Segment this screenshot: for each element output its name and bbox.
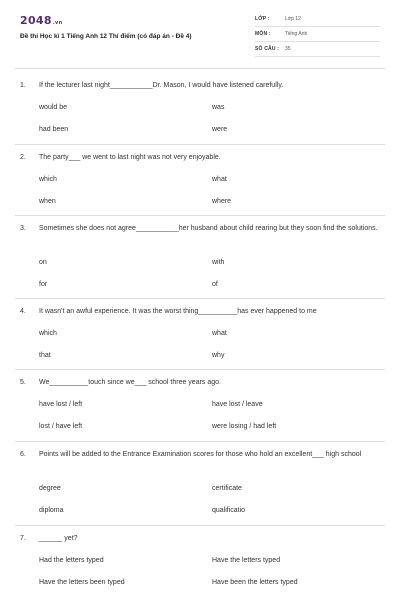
option-d[interactable]: qualificatio: [212, 507, 246, 514]
question-number: 7.: [20, 535, 26, 542]
meta-class-value: Lớp 12: [285, 16, 301, 22]
exam-header: [0, 0, 400, 70]
option-c[interactable]: for: [39, 281, 48, 288]
question-text: We__________touch since we___ school three years ago.: [39, 379, 221, 386]
option-b[interactable]: have lost / leave: [212, 401, 263, 408]
option-a[interactable]: on: [39, 259, 47, 266]
question-divider: [15, 68, 385, 69]
option-a[interactable]: Had the letters typed: [39, 557, 104, 564]
question-number: 4.: [20, 308, 26, 315]
question-number: 5.: [20, 379, 26, 386]
option-c[interactable]: had been: [39, 126, 69, 133]
option-a[interactable]: which: [39, 176, 57, 183]
question-number: 2.: [20, 154, 26, 161]
option-d[interactable]: were losing / had left: [212, 423, 277, 430]
option-d[interactable]: Have been the letters typed: [212, 579, 298, 586]
exam-title: Đề thi Học kì 1 Tiếng Anh 12 Thí điểm (có đáp án - Đề 4): [20, 33, 192, 40]
meta-subject-label: MÔN :: [255, 31, 271, 37]
option-b[interactable]: certificate: [212, 485, 242, 492]
question-number: 3.: [20, 225, 26, 232]
option-d[interactable]: where: [212, 198, 232, 205]
question-divider: [15, 298, 385, 299]
option-a[interactable]: have lost / left: [39, 401, 83, 408]
question-number: 6.: [20, 451, 26, 458]
question-text: The party___ we went to last night was not very enjoyable.: [39, 154, 221, 161]
question-divider: [15, 441, 385, 442]
question-text: It wasn't an awful experience. It was the worst thing__________has ever happened to me: [39, 308, 317, 315]
option-d[interactable]: why: [212, 352, 225, 359]
question-divider: [15, 525, 385, 526]
option-c[interactable]: when: [39, 198, 56, 205]
option-c[interactable]: lost / have left: [39, 423, 83, 430]
meta-count-value: 35: [285, 46, 291, 52]
option-d[interactable]: were: [212, 126, 228, 133]
logo-text: 2048: [20, 14, 52, 27]
option-d[interactable]: of: [212, 281, 218, 288]
option-b[interactable]: with: [212, 259, 225, 266]
option-c[interactable]: diploma: [39, 507, 64, 514]
question-text: Sometimes she does not agree___________her husband about child rearing but they soon find the solutions.: [39, 225, 378, 232]
question-text: Points will be added to the Entrance Examination scores for those who hold an excellent___ high school: [39, 451, 362, 458]
option-a[interactable]: would be: [39, 104, 68, 111]
option-b[interactable]: what: [212, 176, 227, 183]
question-text: If the lecturer last night___________Dr. Mason, I would have listened carefully.: [39, 82, 284, 89]
meta-question-count: [255, 42, 380, 57]
question-divider: [15, 144, 385, 145]
site-logo[interactable]: [20, 14, 62, 27]
option-b[interactable]: was: [212, 104, 225, 111]
option-c[interactable]: that: [39, 352, 51, 359]
meta-subject: [255, 27, 380, 42]
question-divider: [15, 215, 385, 216]
meta-count-label: SỐ CÂU :: [255, 46, 280, 52]
question-divider: [15, 369, 385, 370]
meta-class: [255, 12, 380, 27]
option-a[interactable]: degree: [39, 485, 61, 492]
option-c[interactable]: Have the letters been typed: [39, 579, 125, 586]
meta-subject-value: Tiếng Anh: [285, 31, 308, 37]
meta-class-label: LỚP :: [255, 16, 270, 22]
question-text: ______ yet?: [39, 535, 78, 542]
question-number: 1.: [20, 82, 26, 89]
option-b[interactable]: what: [212, 330, 227, 337]
logo-suffix: .vn: [52, 20, 63, 26]
option-a[interactable]: which: [39, 330, 57, 337]
option-b[interactable]: Have the letters typed: [212, 557, 281, 564]
